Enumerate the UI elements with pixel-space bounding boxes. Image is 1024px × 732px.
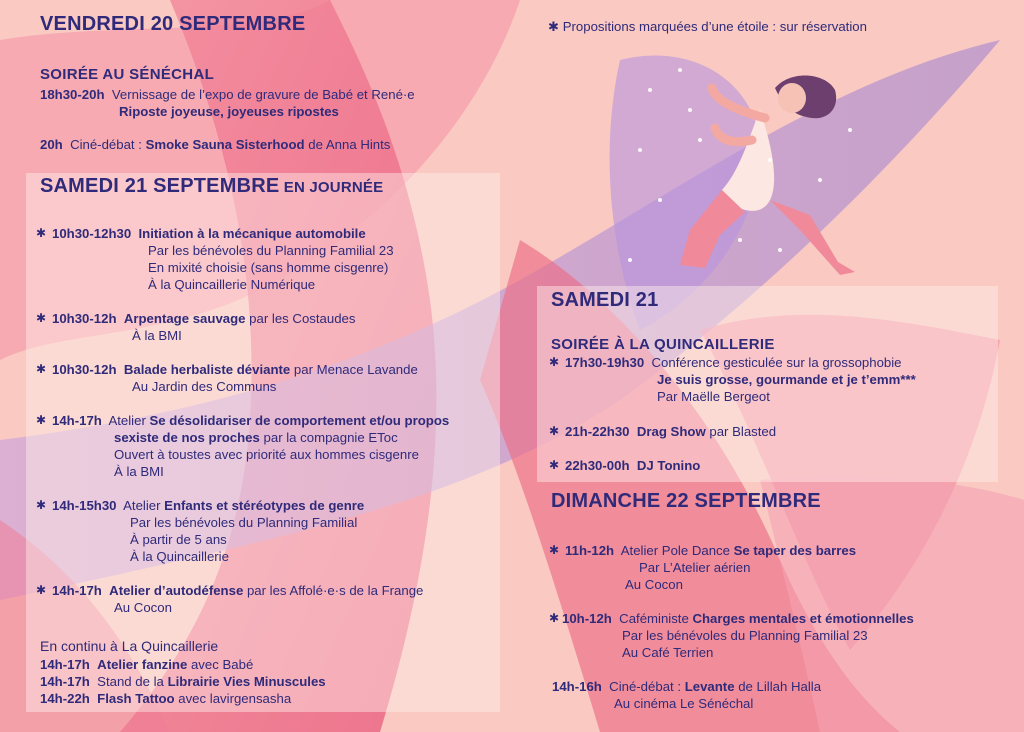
event-time: 17h30-19h30 xyxy=(565,355,645,370)
asterisk-icon: ✱ xyxy=(36,226,47,240)
event-time: 10h-12h xyxy=(562,611,612,626)
event-pre: Stand de la xyxy=(97,674,168,689)
asterisk-icon: ✱ xyxy=(36,311,47,325)
sunday-event-3 xyxy=(552,678,821,712)
sunday-title: DIMANCHE 22 SEPTEMBRE xyxy=(551,490,821,512)
saturday-event-2 xyxy=(52,310,355,344)
event-line: Par les bénévoles du Planning Familial xyxy=(130,515,358,530)
event-time: 22h30-00h xyxy=(565,458,630,473)
event-title: Initiation à la mécanique automobile xyxy=(138,226,366,241)
event-title: Se désolidariser de comportement et/ou propos xyxy=(149,413,450,428)
event-title: Flash Tattoo xyxy=(97,691,175,706)
event-title: Balade herbaliste déviante xyxy=(123,362,291,377)
event-title: DJ Tonino xyxy=(636,458,701,473)
event-line: À la Quincaillerie xyxy=(130,549,229,564)
event-post: par Menace Lavande xyxy=(290,362,418,377)
event-title: Charges mentales et émotionnelles xyxy=(692,611,914,626)
event-line: Par les bénévoles du Planning Familial 23 xyxy=(148,243,394,258)
event-post: par Blasted xyxy=(705,424,777,439)
friday-event-2 xyxy=(40,136,390,153)
saturday-evening-event-2 xyxy=(565,423,776,440)
sunday-event-2 xyxy=(562,610,914,661)
event-time: 14h-17h xyxy=(40,657,90,672)
event-post: avec lavirgensasha xyxy=(174,691,292,706)
event-line: Au Jardin des Communs xyxy=(132,379,277,394)
event-line: Au cinéma Le Sénéchal xyxy=(614,696,754,711)
event-line: En mixité choisie (sans homme cisgenre) xyxy=(148,260,389,275)
event-line: Au Café Terrien xyxy=(622,645,714,660)
saturday-event-3 xyxy=(52,361,418,395)
event-time: 10h30-12h xyxy=(52,362,117,377)
event-post: par la compagnie EToc xyxy=(259,430,398,445)
continu-list xyxy=(40,656,326,707)
event-title: Enfants et stéréotypes de genre xyxy=(164,498,365,513)
saturday-evening-section: SOIRÉE À LA QUINCAILLERIE xyxy=(551,336,775,353)
event-line: À partir de 5 ans xyxy=(130,532,227,547)
event-time: 14h-15h30 xyxy=(52,498,117,513)
saturday-evening-event-1 xyxy=(565,354,916,405)
saturday-event-5 xyxy=(52,497,364,565)
event-line: Par les bénévoles du Planning Familial 23 xyxy=(622,628,868,643)
event-line: À la Quincaillerie Numérique xyxy=(148,277,316,292)
event-pre: Ciné-débat : xyxy=(609,679,685,694)
event-text: Vernissage de l’expo de gravure de Babé et René·e xyxy=(111,87,415,102)
event-title: Drag Show xyxy=(636,424,706,439)
event-time: 14h-22h xyxy=(40,691,90,706)
event-pre: Atelier xyxy=(108,413,150,428)
friday-event-1 xyxy=(40,86,415,120)
event-title: Atelier fanzine xyxy=(97,657,188,672)
sunday-event-1 xyxy=(565,542,856,593)
asterisk-icon: ✱ xyxy=(36,413,47,427)
event-post: de Anna Hints xyxy=(304,137,391,152)
continu-item xyxy=(40,656,326,673)
event-title: Se taper des barres xyxy=(733,543,857,558)
event-post: de Lillah Halla xyxy=(734,679,822,694)
saturday-event-6 xyxy=(52,582,423,616)
event-line: À la BMI xyxy=(114,464,164,479)
continu-title: En continu à La Quincaillerie xyxy=(40,638,219,654)
event-pre: Atelier Pole Dance xyxy=(620,543,734,558)
event-time: 10h30-12h xyxy=(52,311,117,326)
event-title-line-2 xyxy=(52,429,449,446)
event-pre: Atelier xyxy=(123,498,165,513)
event-by: Par Maëlle Bergeot xyxy=(657,389,770,404)
event-line: À la BMI xyxy=(132,328,182,343)
event-line: Au Cocon xyxy=(114,600,172,615)
asterisk-icon: ✱ xyxy=(549,424,560,438)
event-time: 14h-16h xyxy=(552,679,602,694)
event-post: par les Costaudes xyxy=(245,311,356,326)
asterisk-icon: ✱ xyxy=(549,458,560,472)
event-time: 14h-17h xyxy=(40,674,90,689)
saturday-event-4 xyxy=(52,412,449,480)
event-title: Je suis grosse, gourmande et je t’emm*** xyxy=(657,372,916,387)
saturday-event-1 xyxy=(52,225,394,293)
asterisk-icon: ✱ xyxy=(549,355,560,369)
continu-item xyxy=(40,690,326,707)
asterisk-icon: ✱ xyxy=(36,498,47,512)
event-pre: Ciné-débat : xyxy=(70,137,146,152)
event-title: Riposte joyeuse, joyeuses ripostes xyxy=(119,104,339,119)
saturday-title-sub: EN JOURNÉE xyxy=(279,179,384,196)
event-post: par les Affolé·e·s de la Frange xyxy=(243,583,424,598)
reservation-note xyxy=(548,18,867,35)
asterisk-icon: ✱ xyxy=(36,583,47,597)
event-text: Conférence gesticulée sur la grossophobie xyxy=(651,355,902,370)
asterisk-icon: ✱ xyxy=(548,19,560,34)
friday-section: SOIRÉE AU SÉNÉCHAL xyxy=(40,66,215,83)
event-time: 14h-17h xyxy=(52,583,102,598)
event-time: 18h30-20h xyxy=(40,87,105,102)
event-time: 14h-17h xyxy=(52,413,102,428)
event-title-2: sexiste de nos proches xyxy=(114,430,260,445)
event-post: avec Babé xyxy=(187,657,254,672)
event-time: 10h30-12h30 xyxy=(52,226,132,241)
event-title: Arpentage sauvage xyxy=(123,311,246,326)
continu-item xyxy=(40,673,326,690)
event-title: Levante xyxy=(684,679,735,694)
friday-title: VENDREDI 20 SEPTEMBRE xyxy=(40,13,306,35)
event-line: Ouvert à toustes avec priorité aux hommes cisgenre xyxy=(114,447,419,462)
event-pre: Caféministe xyxy=(619,611,693,626)
asterisk-icon: ✱ xyxy=(549,611,560,625)
reservation-note-text: Propositions marquées d’une étoile : sur réservation xyxy=(562,19,867,34)
event-title: Atelier d’autodéfense xyxy=(109,583,244,598)
saturday-evening-title: SAMEDI 21 xyxy=(551,289,659,311)
event-title: Smoke Sauna Sisterhood xyxy=(145,137,305,152)
event-title: Librairie Vies Minuscules xyxy=(167,674,326,689)
event-time: 11h-12h xyxy=(565,543,615,558)
event-time: 21h-22h30 xyxy=(565,424,630,439)
asterisk-icon: ✱ xyxy=(36,362,47,376)
saturday-title xyxy=(40,175,384,197)
saturday-evening-event-3 xyxy=(565,457,700,474)
event-line: Au Cocon xyxy=(625,577,683,592)
event-time: 20h xyxy=(40,137,63,152)
saturday-title-main: SAMEDI 21 SEPTEMBRE xyxy=(40,175,280,197)
event-line: Par L’Atelier aérien xyxy=(639,560,751,575)
asterisk-icon: ✱ xyxy=(549,543,560,557)
